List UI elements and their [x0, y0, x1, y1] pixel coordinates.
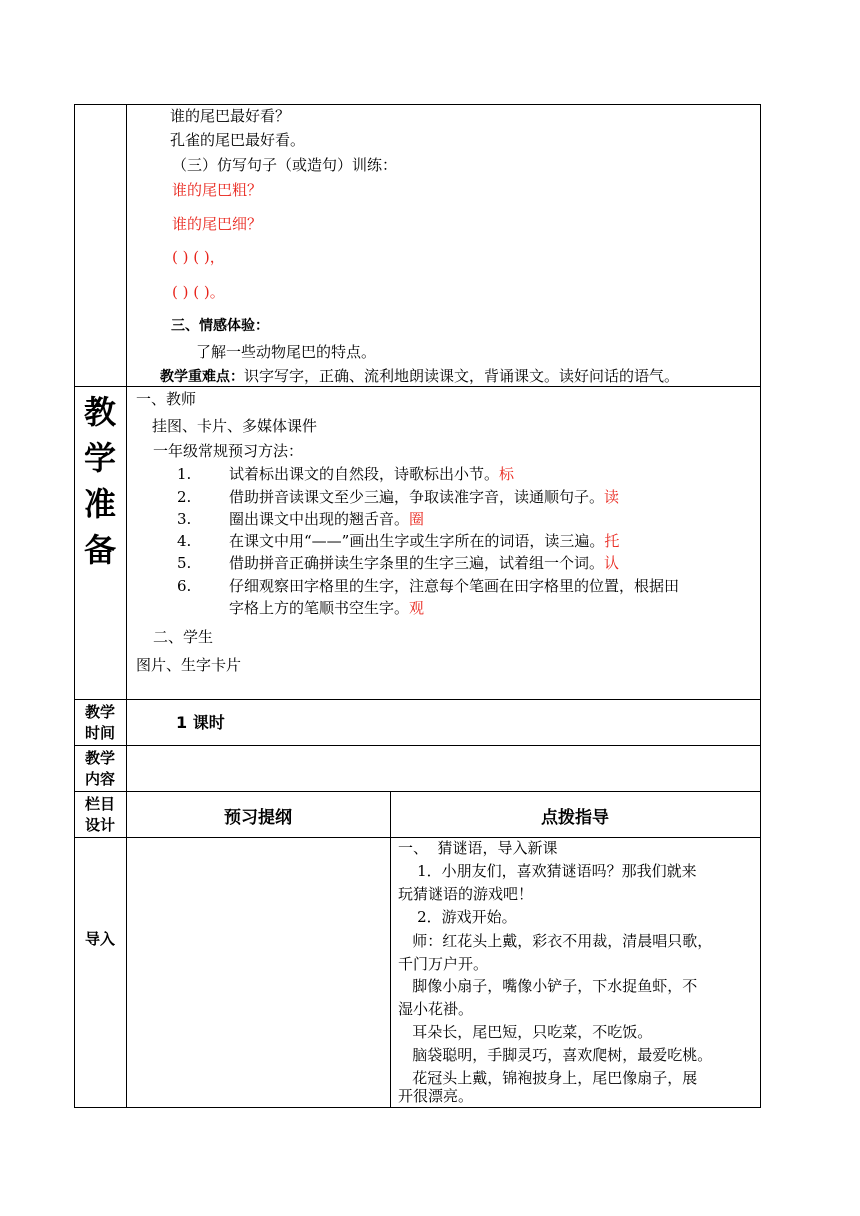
- table-bottom-border: [74, 1107, 761, 1108]
- preview-outline-header: 预习提纲: [224, 808, 292, 828]
- prep-label-char-3: 准: [83, 485, 116, 523]
- prep-label-char-2: 学: [83, 439, 116, 477]
- key-points-text: 识字写字，正确、流利地朗读课文，背诵课文。读好问话的语气。: [244, 367, 680, 385]
- intro-line-7: 脚像小扇子，嘴像小铲子，下水捉鱼虾，不: [398, 977, 698, 995]
- preview-step-6-number: 6.: [177, 577, 192, 595]
- intro-line-11: 花冠头上戴，锦袍披身上，尾巴像扇子，展: [398, 1069, 698, 1087]
- content-label-line-2: 内容: [84, 770, 115, 788]
- preview-step-1-tag: 标: [499, 465, 515, 483]
- preview-step-5-text: 借助拼音正确拼读生字条里的生字三遍，试着组一个词。: [229, 554, 605, 572]
- preview-step-6-tag: 观: [409, 599, 425, 617]
- preview-step-6-text: 字格上方的笔顺书空生字。: [229, 599, 410, 617]
- intro-label: 导入: [84, 930, 115, 948]
- column-label-line-1: 栏目: [84, 795, 115, 813]
- preview-step-5-tag: 认: [604, 554, 620, 572]
- row-divider-time: [74, 699, 761, 700]
- table-top-border: [74, 104, 761, 105]
- preview-step-4-number: 4.: [177, 532, 192, 550]
- time-label-line-1: 教学: [84, 703, 115, 721]
- blank-sentence-2: ( ) ( )。: [172, 283, 225, 301]
- question-best-tail: 谁的尾巴最好看？: [170, 107, 291, 125]
- table-left-border: [74, 104, 75, 1108]
- table-right-border: [760, 104, 761, 1108]
- preview-step-4-tag: 托: [604, 532, 620, 550]
- preview-step-3-text: 圈出课文中出现的翘舌音。: [229, 510, 410, 528]
- preview-step-4: [229, 531, 619, 551]
- emotion-heading: 三、情感体验：: [171, 318, 269, 334]
- label-column-divider: [126, 104, 127, 1108]
- row-divider-content: [74, 745, 761, 746]
- key-points-label: 教学重难点：: [160, 369, 244, 385]
- answer-peacock-tail: 孔雀的尾巴最好看。: [170, 131, 306, 149]
- preview-step-6-line-2: [229, 598, 424, 618]
- middle-column-divider: [390, 791, 391, 1108]
- question-thin-tail: 谁的尾巴细？: [172, 215, 263, 233]
- column-label-line-2: 设计: [84, 816, 115, 834]
- imitation-exercise-heading: （三）仿写句子（或造句）训练：: [172, 156, 398, 174]
- teacher-heading: 一、教师: [136, 390, 197, 408]
- preview-step-5: [229, 553, 619, 573]
- intro-line-12: 开很漂亮。: [398, 1087, 474, 1105]
- time-label-line-2: 时间: [84, 724, 115, 742]
- content-label-line-1: 教学: [84, 749, 115, 767]
- preview-step-1-number: 1.: [177, 465, 192, 483]
- intro-line-3: 玩猜谜语的游戏吧！: [398, 885, 534, 903]
- key-points-line: [160, 366, 679, 387]
- preview-step-6-line-1: 仔细观察田字格里的生字，注意每个笔画在田字格里的位置，根据田: [229, 577, 680, 595]
- prep-label-char-4: 备: [83, 531, 116, 569]
- student-heading: 二、学生: [153, 628, 214, 646]
- intro-line-8: 湿小花褂。: [398, 1000, 474, 1018]
- preview-step-5-number: 5.: [177, 554, 192, 572]
- preview-step-3-tag: 圈: [409, 510, 425, 528]
- intro-line-6: 千门万户开。: [398, 955, 489, 973]
- student-materials: 图片、生字卡片: [136, 656, 242, 674]
- preview-step-2: [229, 487, 619, 507]
- preview-step-3: [229, 509, 424, 529]
- teacher-materials: 挂图、卡片、多媒体课件: [152, 417, 318, 435]
- question-thick-tail: 谁的尾巴粗？: [172, 181, 263, 199]
- preview-step-2-tag: 读: [604, 488, 620, 506]
- row-divider-column: [74, 791, 761, 792]
- intro-line-1: 一、 猜谜语，导入新课: [398, 839, 558, 857]
- preview-method-title: 一年级常规预习方法：: [153, 442, 304, 460]
- guidance-header: 点拨指导: [541, 808, 609, 828]
- intro-line-9: 耳朵长，尾巴短，只吃菜，不吃饭。: [398, 1023, 653, 1041]
- preview-step-3-number: 3.: [177, 510, 192, 528]
- preview-step-1-text: 试着标出课文的自然段，诗歌标出小节。: [229, 465, 500, 483]
- intro-line-10: 脑袋聪明，手脚灵巧，喜欢爬树，最爱吃桃。: [398, 1046, 713, 1064]
- lesson-duration: 1 课时: [176, 713, 225, 732]
- preview-step-2-number: 2.: [177, 488, 192, 506]
- intro-line-5: 师：红花头上戴，彩衣不用裁，清晨唱只歌，: [398, 932, 713, 950]
- intro-line-4: 2．游戏开始。: [398, 908, 517, 926]
- intro-line-2: 1．小朋友们，喜欢猜谜语吗？那我们就来: [398, 862, 697, 880]
- preview-step-1: [229, 464, 514, 484]
- prep-label-char-1: 教: [83, 393, 116, 431]
- preview-step-4-text: 在课文中用“——”画出生字或生字所在的词语，读三遍。: [229, 532, 605, 550]
- blank-sentence-1: ( ) ( )，: [172, 248, 225, 266]
- emotion-text: 了解一些动物尾巴的特点。: [196, 343, 377, 361]
- preview-step-2-text: 借助拼音读课文至少三遍，争取读准字音，读通顺句子。: [229, 488, 605, 506]
